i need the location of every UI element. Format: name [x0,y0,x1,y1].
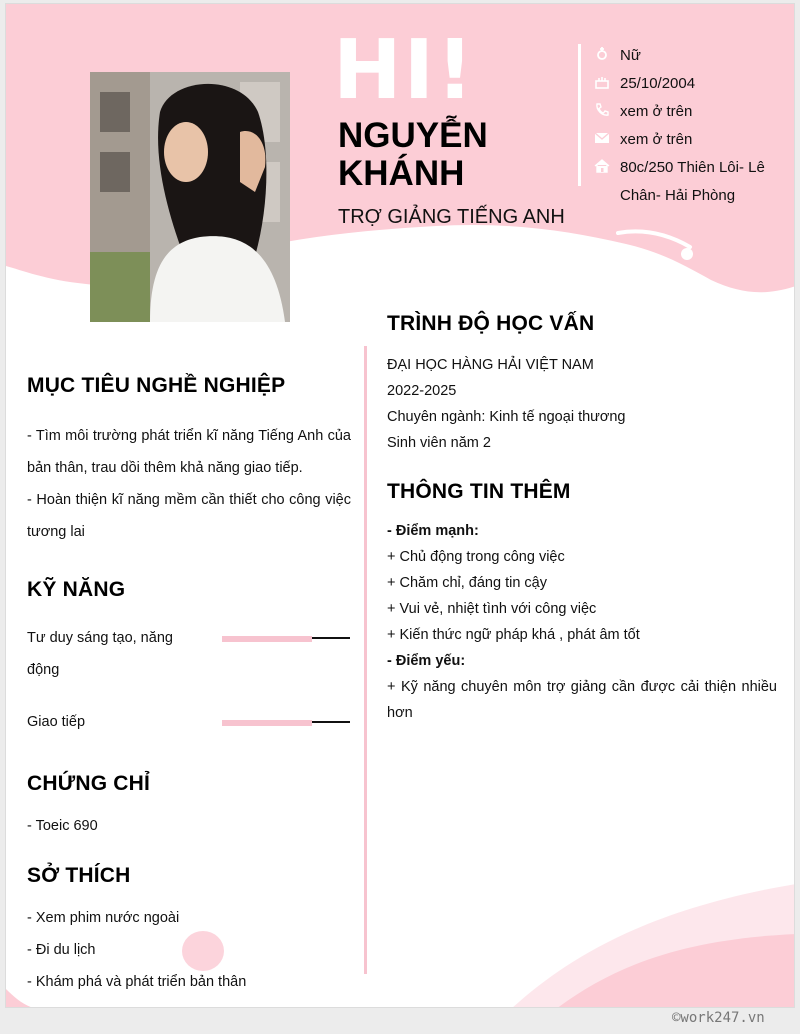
left-column [27,374,351,998]
skill-bar [222,720,350,724]
list-item: - Toeic 690 [27,818,98,834]
contact-phone [594,98,794,126]
hobbies-section [27,864,351,998]
contact-info [594,42,794,210]
year-level: Sinh viên năm 2 [387,435,491,451]
full-name [338,117,578,193]
skills-section [27,578,351,738]
school-name: ĐẠI HỌC HÀNG HẢI VIỆT NAM [387,357,594,373]
major: Chuyên ngành: Kinh tế ngoại thương [387,409,626,425]
skill-bar-track [312,637,350,639]
contact-birthday [594,70,794,98]
list-item: - Xem phim nước ngoài [27,910,180,926]
list-item: - Hoàn thiện kĩ năng mềm cần thiết cho công việc tương lai [27,492,351,540]
hobbies-list [27,902,351,998]
skills-title: KỸ NĂNG [27,578,126,601]
name-line-1: NGUYỄN [338,116,488,155]
house-icon [594,154,620,174]
list-item: + Vui vẻ, nhiệt tình với công việc [387,601,597,617]
weaknesses-label: - Điểm yếu: [387,653,466,669]
birthday-cake-icon [594,70,620,90]
education-title: TRÌNH ĐỘ HỌC VẤN [387,312,595,335]
contact-email [594,126,794,154]
skills-list [27,622,351,738]
list-item: + Chăm chỉ, đáng tin cậy [387,575,547,591]
column-divider [364,346,367,974]
skill-bar-fill [222,720,312,726]
additional-info-details [387,518,777,726]
career-objective-section [27,374,351,548]
address-line-1: 80c/250 Thiên Lôi- Lê [620,159,765,176]
contact-gender [594,42,794,70]
certificates-section [27,772,351,842]
cv-page [5,3,795,1008]
contact-address [594,154,794,210]
skill-row [27,622,351,686]
list-item: - Tìm môi trường phát triển kĩ năng Tiếng Anh của bản thân, trau dồi thêm khả năng giao tiếp. [27,428,351,476]
birthday-text: 25/10/2004 [620,75,696,92]
list-item: - Khám phá và phát triển bản thân [27,974,247,990]
list-item: - Đi du lịch [27,942,96,958]
address-text [620,154,765,210]
skill-bar-fill [222,636,312,642]
list-item: + Kiến thức ngữ pháp khá , phát âm tốt [387,627,640,643]
greeting-heading: HI! [333,23,476,118]
envelope-icon [594,126,620,146]
career-objective-title: MỤC TIÊU NGHỀ NGHIỆP [27,374,286,397]
additional-info-title: THÔNG TIN THÊM [387,480,571,503]
phone-icon [594,98,620,118]
contact-divider [578,44,581,186]
phone-text: xem ở trên [620,103,693,120]
skill-label: Tư duy sáng tạo, năng động [27,630,173,678]
email-text: xem ở trên [620,131,693,148]
education-details [387,352,777,456]
watermark: ©work247.vn [672,1010,765,1026]
skill-row [27,706,351,738]
education-section [387,312,777,456]
strengths-label: - Điểm mạnh: [387,523,479,539]
additional-info-section [387,480,777,726]
certificates-title: CHỨNG CHỈ [27,772,151,795]
name-line-2: KHÁNH [338,154,465,193]
skill-label: Giao tiếp [27,714,86,730]
profile-photo [90,72,290,322]
hobbies-title: SỞ THÍCH [27,864,131,887]
certificates-list [27,810,351,842]
right-column [387,312,777,726]
address-line-2: Chân- Hải Phòng [620,187,736,204]
gender-text: Nữ [620,47,641,64]
skill-bar-track [312,721,350,723]
job-title: TRỢ GIẢNG TIẾNG ANH [338,206,565,228]
list-item: + Chủ động trong công việc [387,549,565,565]
gender-icon [594,42,620,62]
study-years: 2022-2025 [387,383,457,399]
career-objective-list [27,420,351,548]
skill-bar [222,636,350,640]
list-item: + Kỹ năng chuyên môn trợ giảng cần được cải thiện nhiều hơn [387,679,777,721]
